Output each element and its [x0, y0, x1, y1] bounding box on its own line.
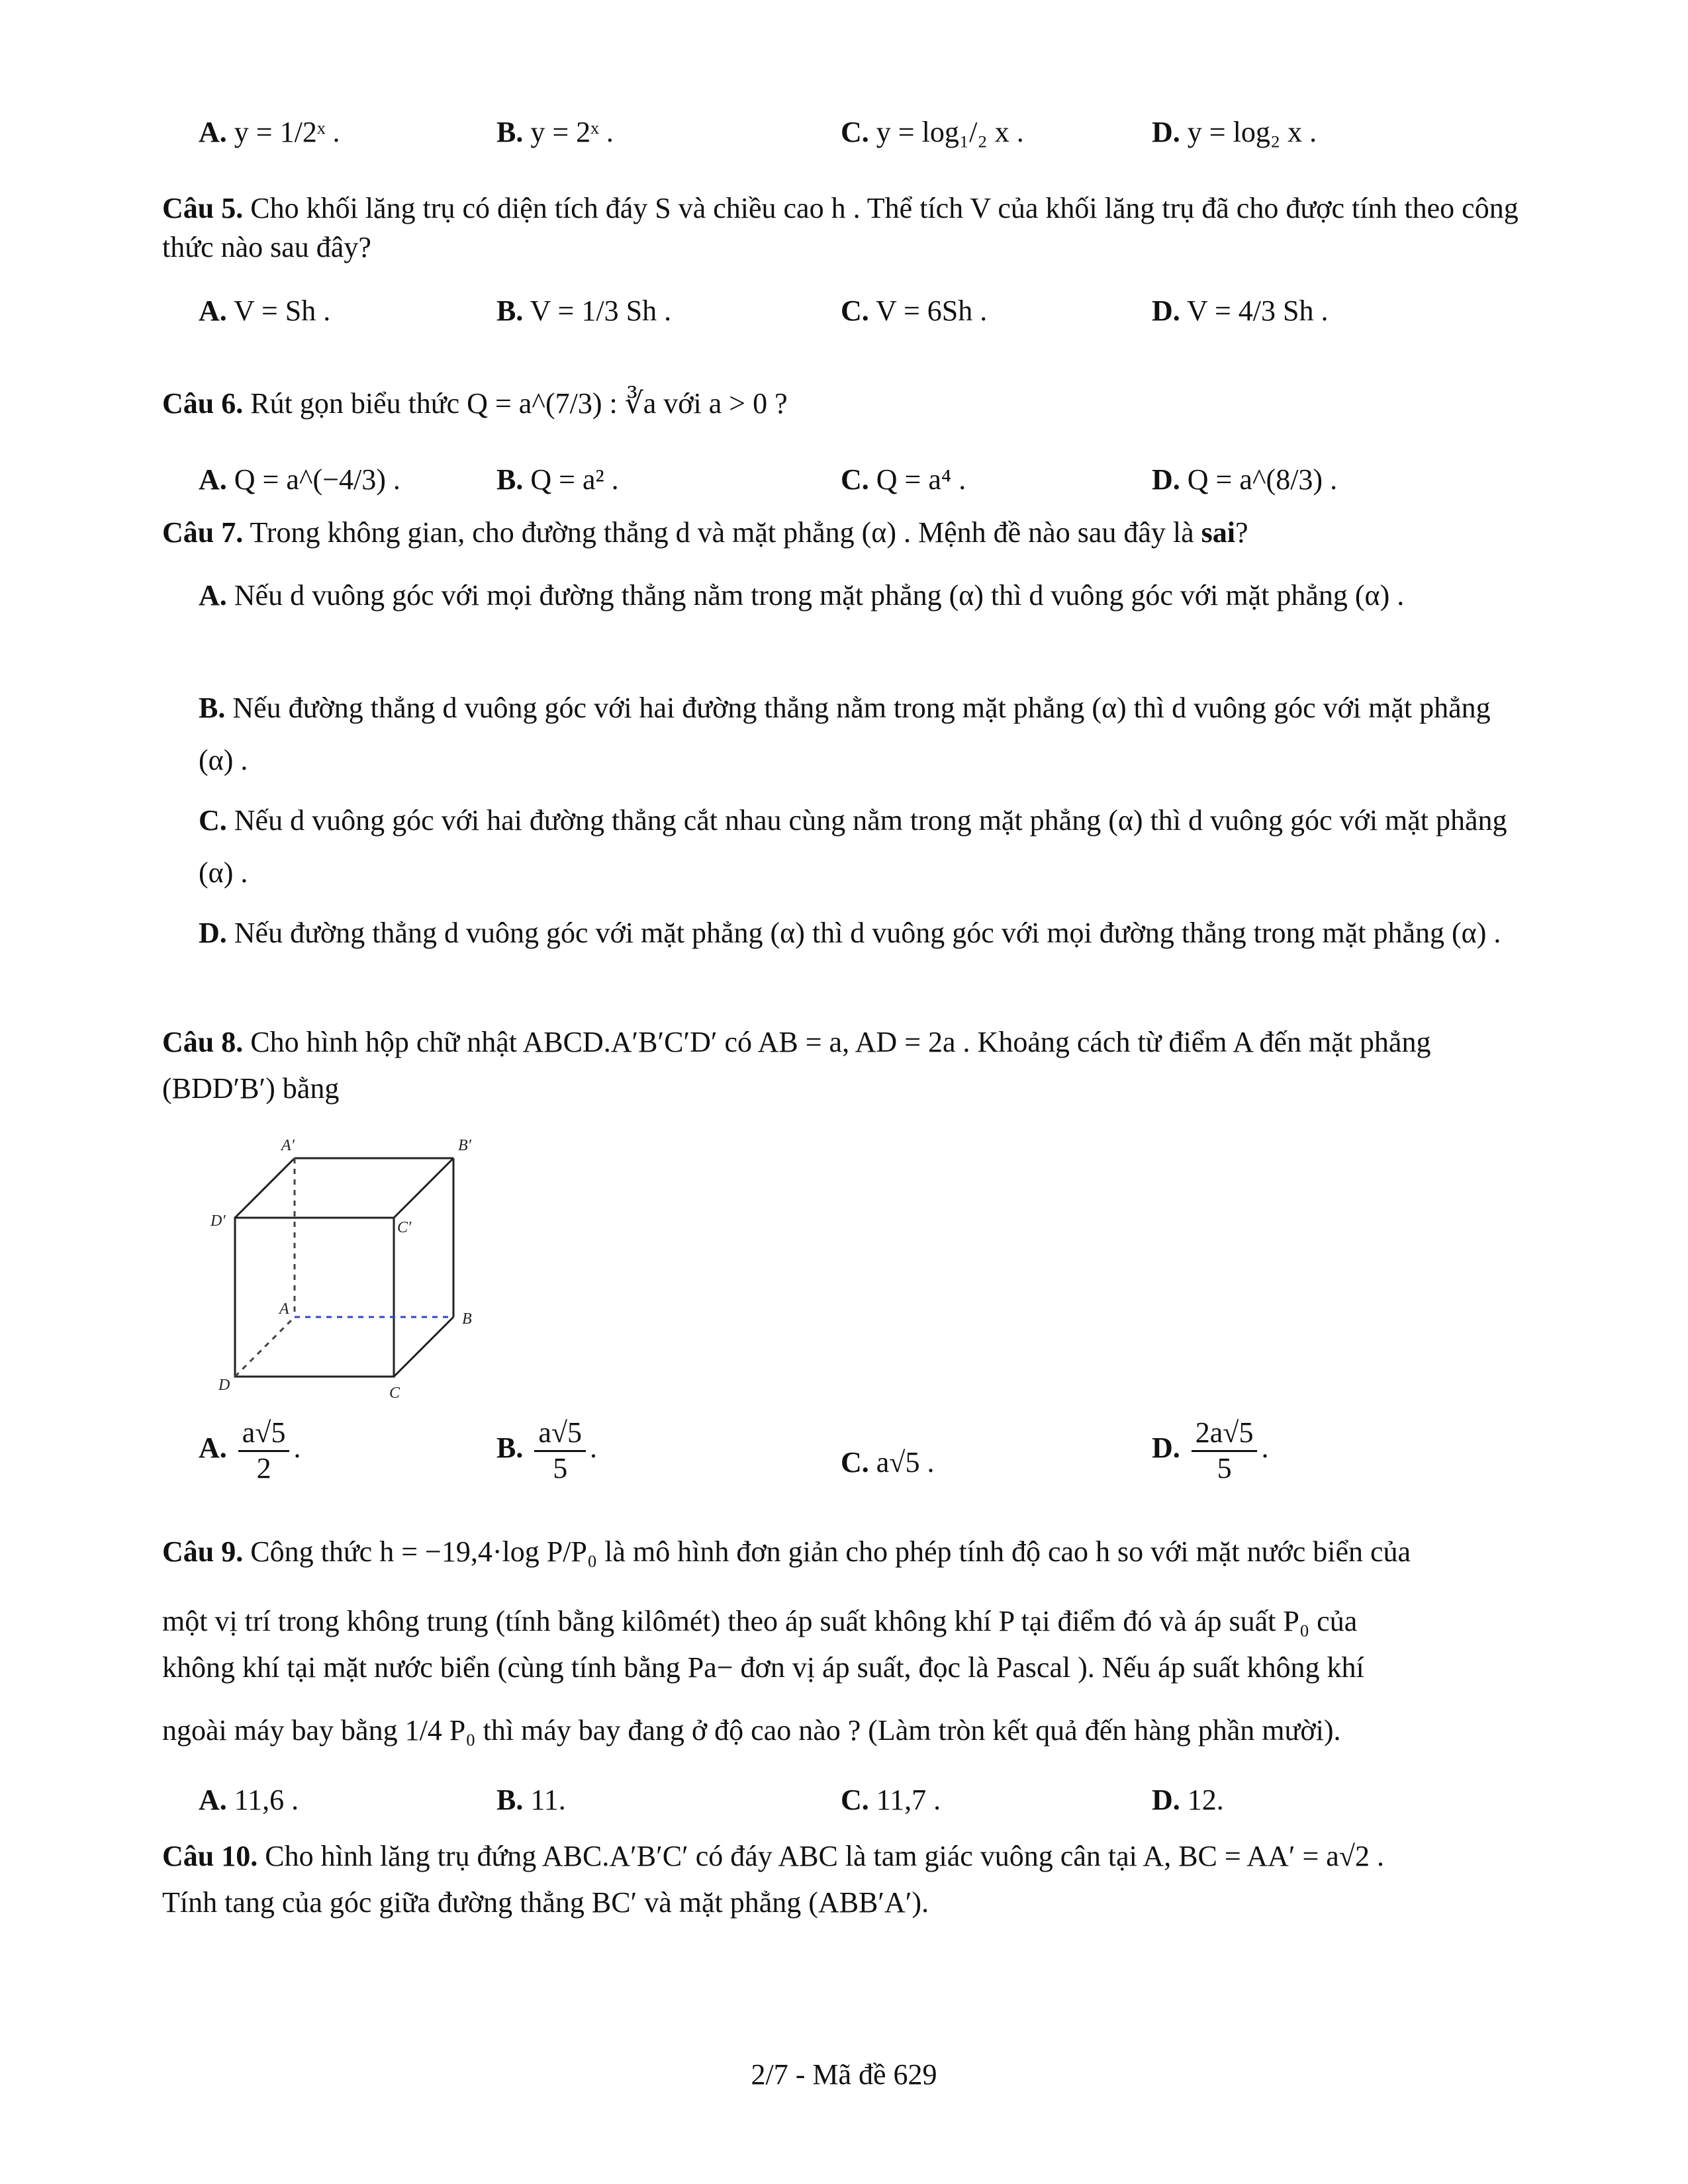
q4-option-c-text: y = log₁/₂ x .: [876, 116, 1024, 148]
q5-option-a: A. V = Sh .: [199, 295, 331, 327]
q8-stem: Câu 8. Cho hình hộp chữ nhật ABCD.A′B′C′D′ có AB = a, AD = 2a . Khoảng cách từ điểm A đến mặt phẳng (BDD′B′) bằng: [162, 1026, 1431, 1105]
q4-option-b: B. y = 2ˣ .: [496, 116, 614, 148]
cuboid-figure: [199, 1125, 503, 1403]
hidden-edge-d-a: [235, 1317, 295, 1377]
q4-option-d-text: y = log₂ x .: [1187, 116, 1317, 148]
q9-stem-line2: một vị trí trong không trung (tính bằng kilômét) theo áp suất không khí P tại điểm đó và áp suất P₀ của: [162, 1605, 1358, 1637]
q6-option-a: A. Q = a^(−4/3) .: [199, 463, 400, 496]
q5-option-c: C. V = 6Sh .: [841, 295, 988, 327]
q5-stem: Câu 5. Cho khối lăng trụ có diện tích đáy S và chiều cao h . Thể tích V của khối lăng trụ đã cho được tính theo công thức nào sau đây?: [162, 192, 1519, 264]
label-d: D: [218, 1377, 230, 1394]
edge-c1-b1: [394, 1158, 453, 1218]
label-c1: C′: [397, 1219, 412, 1236]
q4-option-a-text: y = 1/2ˣ .: [234, 116, 340, 148]
q4-option-a: A. y = 1/2ˣ .: [199, 116, 340, 148]
label-c: C: [389, 1385, 400, 1402]
q4-option-b-text: y = 2ˣ .: [530, 116, 614, 148]
q9-option-a: A. 11,6 .: [199, 1784, 299, 1816]
q7-option-c: C. Nếu d vuông góc với hai đường thẳng cắt nhau cùng nằm trong mặt phẳng (α) thì d vuông góc với mặt phẳng (α) .: [199, 804, 1507, 889]
q9-option-b: B. 11.: [496, 1784, 566, 1816]
q6-option-b: B. Q = a² .: [496, 463, 619, 496]
label-a: A: [279, 1300, 289, 1318]
q4-option-d: D. y = log₂ x .: [1152, 116, 1317, 148]
label-b1: B′: [458, 1137, 471, 1154]
q8-option-b: B. $\frac{a√5}{5}$ .: [496, 1416, 598, 1484]
label-d1: D′: [211, 1212, 226, 1230]
q7-emphasis: sai: [1201, 516, 1236, 549]
q9-stem-line3: không khí tại mặt nước biển (cùng tính bằng Pa− đơn vị áp suất, đọc là Pascal ). Nếu áp suất không khí: [162, 1651, 1364, 1684]
q7-option-d: D. Nếu đường thẳng d vuông góc với mặt phẳng (α) thì d vuông góc với mọi đường thẳng trong mặt phẳng (α) .: [199, 917, 1501, 949]
edge-c-b: [394, 1317, 453, 1377]
label-b: B: [462, 1310, 472, 1328]
q10-stem-line2: Tính tang của góc giữa đường thẳng BC′ và mặt phẳng (ABB′A′).: [162, 1886, 929, 1919]
q10-stem-line1: Câu 10. Cho hình lăng trụ đứng ABC.A′B′C′ có đáy ABC là tam giác vuông cân tại A, BC = AA′ = a√2 .: [162, 1840, 1384, 1872]
q9-stem-line1: Câu 9. Công thức h = −19,4·log P/P₀ là mô hình đơn giản cho phép tính độ cao h so với mặt nước biển của: [162, 1535, 1411, 1568]
q6-stem: Câu 6. Rút gọn biểu thức Q = a^(7/3) : ∛a với a > 0 ?: [162, 387, 788, 420]
q7-stem: Câu 7. Trong không gian, cho đường thẳng d và mặt phẳng (α) . Mệnh đề nào sau đây là sai?: [162, 516, 1248, 549]
q6-option-d: D. Q = a^(8/3) .: [1152, 463, 1338, 496]
label-a1: A′: [281, 1137, 295, 1154]
q9-option-d: D. 12.: [1152, 1784, 1224, 1816]
q5-option-d: D. V = 4/3 Sh .: [1152, 295, 1329, 327]
q6-option-c: C. Q = a⁴ .: [841, 463, 966, 496]
edge-d1-a1: [235, 1158, 295, 1218]
q7-option-a: A. Nếu d vuông góc với mọi đường thẳng nằm trong mặt phẳng (α) thì d vuông góc với mặt phẳng (α) .: [199, 579, 1405, 612]
q9-stem-line4: ngoài máy bay bằng 1/4 P₀ thì máy bay đang ở độ cao nào ? (Làm tròn kết quả đến hàng phần mười).: [162, 1714, 1341, 1747]
q9-option-c: C. 11,7 .: [841, 1784, 941, 1816]
q8-option-c: C. a√5 .: [841, 1446, 935, 1479]
q4-option-c: C. y = log₁/₂ x .: [841, 116, 1024, 148]
q8-option-d: D. $\frac{2a√5}{5}$ .: [1152, 1416, 1269, 1484]
q7-option-b: B. Nếu đường thẳng d vuông góc với hai đường thẳng nằm trong mặt phẳng (α) thì d vuông góc với mặt phẳng (α) .: [199, 692, 1491, 777]
q8-option-a: A. $\frac{a√5}{2}$ .: [199, 1416, 301, 1484]
q5-option-b: B. V = 1/3 Sh .: [496, 295, 672, 327]
page-footer: 2/7 - Mã đề 629: [751, 2058, 937, 2091]
